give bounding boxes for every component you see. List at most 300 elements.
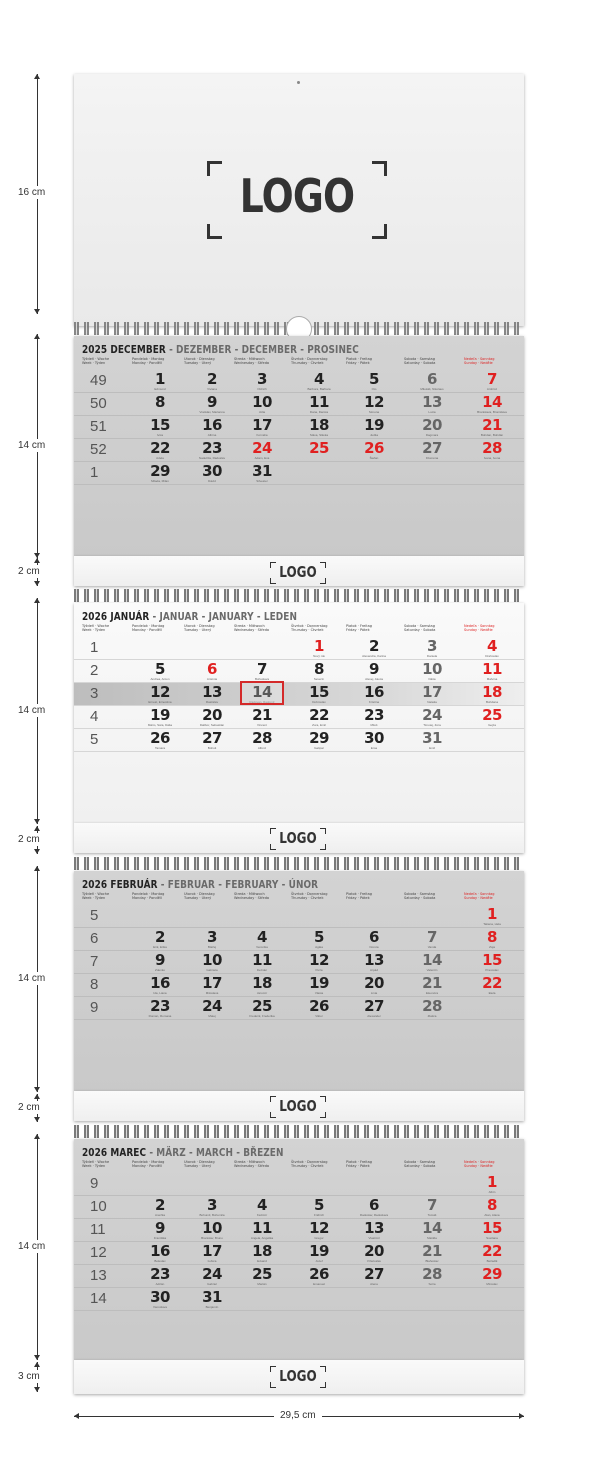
weekday-label: Nedeľa · Sonntag Sunday · Neděle xyxy=(464,624,495,632)
nameday-label: Tomáš xyxy=(427,1213,437,1217)
nameday-label: Júlia xyxy=(258,410,266,414)
nameday-label: Vincent xyxy=(257,723,267,727)
week-row xyxy=(74,370,524,393)
nameday-label: Barbora, Barbara xyxy=(307,387,331,391)
day-number[interactable]: 20 xyxy=(202,706,222,724)
day-number[interactable]: 27 xyxy=(202,729,222,747)
nameday-label: Gašpar xyxy=(314,746,324,750)
day-number[interactable]: 28 xyxy=(482,439,502,457)
nameday-label: Anežka xyxy=(154,1213,165,1217)
day-number[interactable]: 16 xyxy=(150,974,170,992)
nameday-label: Ernest, Ernestína xyxy=(148,700,172,704)
weekday-label: Týždeň · Woche Week · Týden xyxy=(82,1160,110,1168)
day-number[interactable]: 20 xyxy=(364,1242,384,1260)
day-number[interactable]: 3 xyxy=(257,370,267,388)
day-number[interactable]: 25 xyxy=(252,1265,272,1283)
nameday-label: Arpád xyxy=(369,968,378,972)
day-number[interactable]: 18 xyxy=(252,974,272,992)
nameday-label: Alexander xyxy=(367,1014,381,1018)
nameday-label: Zdenko xyxy=(154,968,165,972)
day-number[interactable]: 21 xyxy=(252,706,272,724)
dimension-label: 14 cm xyxy=(18,705,46,716)
day-number[interactable]: 14 xyxy=(482,393,502,411)
day-number[interactable]: 19 xyxy=(150,706,170,724)
day-number[interactable]: 17 xyxy=(252,416,272,434)
nameday-label: Angela, Angelika xyxy=(250,1236,274,1240)
week-number: 4 xyxy=(90,708,99,725)
nameday-label: Bohumil, Bohumila xyxy=(199,1213,225,1217)
day-number[interactable]: 6 xyxy=(369,928,379,946)
dimension-width-label: 29,5 cm xyxy=(274,1410,322,1421)
dimension-label: 14 cm xyxy=(18,973,46,984)
strip-logo xyxy=(270,562,326,584)
day-number[interactable]: 29 xyxy=(309,729,329,747)
strip-logo xyxy=(270,1366,326,1388)
nameday-label: Ema xyxy=(370,746,378,750)
week-row xyxy=(74,1265,524,1288)
dimension-strip-3 xyxy=(0,1094,72,1122)
nameday-label: Branislava, Bronislava xyxy=(477,410,507,414)
week-row xyxy=(74,905,524,928)
nameday-label: Ivica xyxy=(156,433,164,437)
nameday-label: Benjamín xyxy=(205,1305,219,1309)
day-number[interactable]: 20 xyxy=(422,416,442,434)
nameday-label: Alexej, Alexia xyxy=(365,677,383,681)
weekday-label: Sobota · Samstag Saturday · Sobota xyxy=(404,892,436,900)
dimension-month-2 xyxy=(0,598,72,824)
day-number[interactable]: 21 xyxy=(422,1242,442,1260)
day-number[interactable]: 2 xyxy=(369,637,379,655)
nameday-label: Andrea, Anton xyxy=(150,677,170,681)
month-name-translations: - MÄRZ - MARCH - BŘEZEN xyxy=(146,1147,284,1159)
nameday-label: Nadežda, Radoslav xyxy=(198,456,226,460)
week-row xyxy=(74,439,524,462)
month-name: DECEMBER xyxy=(110,344,166,356)
day-number[interactable]: 7 xyxy=(427,928,437,946)
day-number[interactable]: 28 xyxy=(422,1265,442,1283)
day-number[interactable]: 12 xyxy=(150,683,170,701)
day-number[interactable]: 6 xyxy=(207,660,217,678)
day-number[interactable]: 29 xyxy=(482,1265,502,1283)
nameday-label: Branislav, Bruno xyxy=(201,1236,223,1240)
day-number[interactable]: 10 xyxy=(202,1219,222,1237)
day-number[interactable]: 14 xyxy=(422,951,442,969)
day-number[interactable]: 4 xyxy=(487,637,497,655)
header-logo-text: LOGO xyxy=(239,169,355,223)
day-number[interactable]: 3 xyxy=(427,637,437,655)
day-number[interactable]: 1 xyxy=(487,905,497,923)
dimension-strip-4 xyxy=(0,1362,72,1392)
header-logo xyxy=(207,161,387,239)
week-row xyxy=(74,928,524,951)
nameday-label: Oto xyxy=(371,387,377,391)
day-number[interactable]: 1 xyxy=(155,370,165,388)
day-number[interactable]: 8 xyxy=(155,393,165,411)
day-number[interactable]: 9 xyxy=(369,660,379,678)
day-number[interactable]: 4 xyxy=(257,1196,267,1214)
nameday-label: Kazimír xyxy=(256,1213,268,1217)
nameday-label: Boleslav xyxy=(154,1259,166,1263)
day-number[interactable]: 26 xyxy=(309,1265,329,1283)
week-row xyxy=(74,660,524,683)
week-number: 6 xyxy=(90,930,99,947)
weekday-label: Utorok · Dienstag Tuesday · Úterý xyxy=(184,1160,215,1168)
nameday-label: Radovan, Radomír xyxy=(249,700,275,704)
day-number[interactable]: 13 xyxy=(364,951,384,969)
nameday-label: Vlasta xyxy=(314,991,324,995)
day-number[interactable]: 28 xyxy=(252,729,272,747)
nameday-label: Bohdan, Bohdán xyxy=(480,433,504,437)
nameday-label: Milada, Milan xyxy=(151,479,169,483)
nameday-label: Jaromír xyxy=(256,991,268,995)
day-number[interactable]: 13 xyxy=(364,1219,384,1237)
nameday-label: Dáša xyxy=(428,677,436,681)
week-row xyxy=(74,1219,524,1242)
weekday-label: Pondelok · Montag Monday · Pondělí xyxy=(132,624,165,632)
day-number[interactable]: 18 xyxy=(309,416,329,434)
strip-logo xyxy=(270,828,326,850)
current-day-marker xyxy=(240,681,284,705)
strip-logo-text: LOGO xyxy=(279,1367,317,1385)
day-number[interactable]: 30 xyxy=(150,1288,170,1306)
dimension-label: 16 cm xyxy=(18,187,46,198)
day-number[interactable]: 15 xyxy=(482,1219,502,1237)
day-number[interactable]: 9 xyxy=(155,951,165,969)
day-number[interactable]: 2 xyxy=(155,1196,165,1214)
week-number: 10 xyxy=(90,1198,107,1215)
day-number[interactable]: 26 xyxy=(150,729,170,747)
day-number[interactable]: 22 xyxy=(309,706,329,724)
nameday-label: Dobroslav xyxy=(312,700,326,704)
dimension-label: 2 cm xyxy=(18,834,40,845)
nameday-label: Zlatica xyxy=(427,1014,437,1018)
day-number[interactable]: 11 xyxy=(309,393,329,411)
day-number[interactable]: 10 xyxy=(202,951,222,969)
day-number[interactable]: 5 xyxy=(155,660,165,678)
day-number[interactable]: 15 xyxy=(309,683,329,701)
nameday-label: Edmund xyxy=(154,387,166,391)
nameday-label: Adela xyxy=(156,456,164,460)
day-number[interactable]: 26 xyxy=(364,439,384,457)
day-number[interactable]: 21 xyxy=(482,416,502,434)
day-number[interactable]: 27 xyxy=(364,997,384,1015)
day-number[interactable]: 8 xyxy=(487,928,497,946)
month-december-2025 xyxy=(74,336,524,556)
nameday-label: Dávid xyxy=(208,479,216,483)
day-number[interactable]: 24 xyxy=(202,997,222,1015)
nameday-label: Alexandra, Karina xyxy=(362,654,386,658)
nameday-label: Tamara xyxy=(154,746,165,750)
dimension-label: 2 cm xyxy=(18,1102,40,1113)
nameday-label: Nový rok xyxy=(313,654,325,658)
nameday-label: Matilda xyxy=(427,1236,437,1240)
nameday-label: Gejza xyxy=(488,723,496,727)
spiral-binding xyxy=(74,857,524,870)
weekday-label: Sobota · Samstag Saturday · Sobota xyxy=(404,624,436,632)
day-number[interactable]: 5 xyxy=(314,928,324,946)
nameday-label: Beňadik xyxy=(486,1259,498,1263)
nameday-label: Radoslav, Radoslava xyxy=(359,1213,389,1217)
nameday-label: Antónia xyxy=(206,677,218,681)
nameday-label: Dezider xyxy=(256,968,268,972)
day-number[interactable]: 4 xyxy=(314,370,324,388)
weekday-label: Utorok · Dienstag Tuesday · Úterý xyxy=(184,624,215,632)
week-number: 9 xyxy=(90,999,99,1016)
day-number[interactable]: 6 xyxy=(427,370,437,388)
nameday-label: Svetlana xyxy=(486,1236,498,1240)
day-number[interactable]: 23 xyxy=(150,1265,170,1283)
day-number[interactable]: 17 xyxy=(202,974,222,992)
nameday-label: Etela xyxy=(488,991,496,995)
nameday-label: Malvína xyxy=(486,677,498,681)
nameday-label: Viktor xyxy=(315,1014,323,1018)
strip-logo xyxy=(270,1096,326,1118)
nameday-label: Emil xyxy=(429,746,435,750)
day-number[interactable]: 22 xyxy=(482,1242,502,1260)
dimension-strip-2 xyxy=(0,826,72,854)
nameday-label: Drahoslav xyxy=(485,654,499,658)
weekday-label: Nedeľa · Sonntag Sunday · Neděle xyxy=(464,892,495,900)
weekday-header xyxy=(82,892,518,904)
weekday-label: Piatok · Freitag Friday · Pátek xyxy=(346,624,373,632)
nameday-label: Perla xyxy=(315,968,323,972)
dimension-month-4 xyxy=(0,1134,72,1360)
day-number[interactable]: 17 xyxy=(422,683,442,701)
dimension-width xyxy=(74,1411,524,1421)
day-number[interactable]: 31 xyxy=(422,729,442,747)
week-number: 52 xyxy=(90,441,107,458)
day-number[interactable]: 7 xyxy=(257,660,267,678)
day-number[interactable]: 20 xyxy=(364,974,384,992)
day-number[interactable]: 7 xyxy=(487,370,497,388)
day-number[interactable]: 7 xyxy=(427,1196,437,1214)
nameday-label: Víťazoslav xyxy=(366,1259,382,1263)
nameday-label: Roman, Romana xyxy=(148,1014,172,1018)
strip-logo-text: LOGO xyxy=(279,563,317,581)
month-name: JANUÁR xyxy=(110,611,150,623)
day-number[interactable]: 10 xyxy=(422,660,442,678)
month-name: MAREC xyxy=(110,1147,147,1159)
day-number[interactable]: 19 xyxy=(309,1242,329,1260)
month-title xyxy=(82,879,318,891)
day-number[interactable]: 5 xyxy=(314,1196,324,1214)
nameday-label: Albín xyxy=(488,1190,496,1194)
nameday-label: Silvester xyxy=(256,479,268,483)
weekday-label: Pondelok · Montag Monday · Pondělí xyxy=(132,892,165,900)
weekday-label: Štvrtok · Donnerstag Thursday · Čtvrtek xyxy=(291,357,328,365)
month-title xyxy=(82,1147,284,1159)
day-number[interactable]: 23 xyxy=(202,439,222,457)
week-row xyxy=(74,729,524,752)
day-number[interactable]: 14 xyxy=(422,1219,442,1237)
weekday-label: Štvrtok · Donnerstag Thursday · Čtvrtek xyxy=(291,1160,328,1168)
day-number[interactable]: 31 xyxy=(252,462,272,480)
day-number[interactable]: 12 xyxy=(309,1219,329,1237)
day-number[interactable]: 22 xyxy=(482,974,502,992)
day-number[interactable]: 19 xyxy=(309,974,329,992)
week-row xyxy=(74,462,524,485)
nameday-label: Marián xyxy=(257,1282,267,1286)
month-name-translations: - FEBRUAR - FEBRUARY - ÚNOR xyxy=(157,879,319,891)
weekday-header xyxy=(82,624,518,636)
week-row xyxy=(74,1196,524,1219)
day-number[interactable]: 25 xyxy=(252,997,272,1015)
nameday-label: Františka xyxy=(153,1236,167,1240)
day-number[interactable]: 15 xyxy=(482,951,502,969)
nameday-label: Jozef xyxy=(315,1259,323,1263)
month-january-2026 xyxy=(74,603,524,823)
dimension-label: 14 cm xyxy=(18,1241,46,1252)
week-row xyxy=(74,1242,524,1265)
nameday-label: Matej xyxy=(208,1014,216,1018)
nameday-label: Soňa xyxy=(428,1282,436,1286)
nameday-label: Kornélia xyxy=(256,433,268,437)
weekday-label: Streda · Mittwoch Wednesday · Středa xyxy=(234,357,270,365)
day-number[interactable]: 16 xyxy=(364,683,384,701)
day-number[interactable]: 8 xyxy=(314,660,324,678)
nameday-label: Vanda xyxy=(427,945,437,949)
day-number[interactable]: 4 xyxy=(257,928,267,946)
nameday-label: Mário, Sára, Dáša xyxy=(147,723,173,727)
nameday-label: Mikuláš, Nikolaus xyxy=(420,387,444,391)
weekday-label: Štvrtok · Donnerstag Thursday · Čtvrtek xyxy=(291,624,328,632)
nameday-label: Bohuslava xyxy=(254,677,269,681)
weekday-label: Piatok · Freitag Friday · Pátek xyxy=(346,357,373,365)
week-number: 9 xyxy=(90,1175,99,1192)
day-number[interactable]: 18 xyxy=(482,683,502,701)
day-number[interactable]: 30 xyxy=(364,729,384,747)
day-number[interactable]: 30 xyxy=(202,462,222,480)
week-row xyxy=(74,1173,524,1196)
nameday-label: Alfonz xyxy=(257,746,267,750)
month-year: 2026 xyxy=(82,1147,108,1159)
week-row xyxy=(74,393,524,416)
day-number[interactable]: 15 xyxy=(150,416,170,434)
weekday-label: Týždeň · Woche Week · Týden xyxy=(82,892,110,900)
day-number[interactable]: 21 xyxy=(422,974,442,992)
weekday-label: Pondelok · Montag Monday · Pondělí xyxy=(132,357,165,365)
day-number[interactable]: 13 xyxy=(422,393,442,411)
day-number[interactable]: 18 xyxy=(252,1242,272,1260)
month-title xyxy=(82,344,359,356)
weekday-label: Nedeľa · Sonntag Sunday · Neděle xyxy=(464,1160,495,1168)
day-number[interactable]: 3 xyxy=(207,928,217,946)
week-row xyxy=(74,706,524,729)
month-title xyxy=(82,611,297,623)
day-number[interactable]: 24 xyxy=(252,439,272,457)
day-number[interactable]: 1 xyxy=(314,637,324,655)
nameday-label: Alena xyxy=(370,1282,378,1286)
week-row xyxy=(74,997,524,1020)
nameday-label: Timotej, Zora xyxy=(423,723,441,727)
month-name-translations: - DEZEMBER - DECEMBER - PROSINEC xyxy=(165,344,359,356)
weekday-label: Nedeľa · Sonntag Sunday · Neděle xyxy=(464,357,495,365)
day-number[interactable]: 24 xyxy=(202,1265,222,1283)
day-number[interactable]: 13 xyxy=(202,683,222,701)
weekday-label: Streda · Mittwoch Wednesday · Středa xyxy=(234,624,270,632)
nameday-label: Severín xyxy=(313,677,325,681)
dimension-month-1 xyxy=(0,334,72,558)
day-number[interactable]: 27 xyxy=(422,439,442,457)
day-number[interactable]: 16 xyxy=(150,1242,170,1260)
week-number: 5 xyxy=(90,907,99,924)
day-number[interactable]: 10 xyxy=(252,393,272,411)
hanging-hole xyxy=(297,81,300,84)
nameday-label: Gabriel xyxy=(207,1282,217,1286)
day-number[interactable]: 23 xyxy=(364,706,384,724)
nameday-label: Eleonóra xyxy=(425,991,438,995)
week-number: 7 xyxy=(90,953,99,970)
week-row xyxy=(74,974,524,997)
dimension-header xyxy=(0,74,72,314)
week-number: 1 xyxy=(90,464,99,481)
nameday-label: Eduard xyxy=(257,1259,267,1263)
day-number[interactable]: 19 xyxy=(364,416,384,434)
day-number[interactable]: 5 xyxy=(369,370,379,388)
day-number[interactable]: 28 xyxy=(422,997,442,1015)
weekday-label: Utorok · Dienstag Tuesday · Úterý xyxy=(184,357,215,365)
day-number[interactable]: 27 xyxy=(364,1265,384,1283)
week-number: 8 xyxy=(90,976,99,993)
nameday-label: Vieroslava xyxy=(153,1305,167,1309)
day-number[interactable]: 22 xyxy=(150,439,170,457)
day-number[interactable]: 31 xyxy=(202,1288,222,1306)
day-number[interactable]: 9 xyxy=(207,393,217,411)
day-number[interactable]: 25 xyxy=(482,706,502,724)
day-number[interactable]: 12 xyxy=(364,393,384,411)
week-row xyxy=(74,951,524,974)
day-number[interactable]: 6 xyxy=(369,1196,379,1214)
day-number[interactable]: 11 xyxy=(482,660,502,678)
spiral-binding xyxy=(74,1125,524,1138)
day-number[interactable]: 11 xyxy=(252,1219,272,1237)
nameday-label: Fridrich xyxy=(313,1213,324,1217)
dimension-label: 14 cm xyxy=(18,440,46,451)
day-number[interactable]: 14 xyxy=(252,683,272,701)
day-number[interactable]: 17 xyxy=(202,1242,222,1260)
nameday-label: Sláva, Slávka xyxy=(309,433,329,437)
day-number[interactable]: 16 xyxy=(202,416,222,434)
weekday-label: Streda · Mittwoch Wednesday · Středa xyxy=(234,1160,270,1168)
day-number[interactable]: 8 xyxy=(487,1196,497,1214)
day-number[interactable]: 2 xyxy=(155,928,165,946)
spiral-binding xyxy=(74,589,524,602)
nameday-label: Miroslav xyxy=(486,1282,498,1286)
day-number[interactable]: 29 xyxy=(150,462,170,480)
day-number[interactable]: 3 xyxy=(207,1196,217,1214)
week-row xyxy=(74,416,524,439)
day-number[interactable]: 1 xyxy=(487,1173,497,1191)
day-number[interactable]: 2 xyxy=(207,370,217,388)
week-number: 1 xyxy=(90,639,99,656)
day-number[interactable]: 26 xyxy=(309,997,329,1015)
week-number: 12 xyxy=(90,1244,107,1261)
nameday-label: Bohuš xyxy=(207,746,217,750)
day-number[interactable]: 25 xyxy=(309,439,329,457)
nameday-label: Gabriela xyxy=(206,968,218,972)
weekday-label: Sobota · Samstag Saturday · Sobota xyxy=(404,357,436,365)
nameday-label: Miloš xyxy=(370,723,378,727)
weekday-label: Týždeň · Woche Week · Týden xyxy=(82,357,110,365)
day-number[interactable]: 12 xyxy=(309,951,329,969)
week-number: 50 xyxy=(90,395,107,412)
nameday-label: Zora, Emil xyxy=(312,723,326,727)
day-number[interactable]: 24 xyxy=(422,706,442,724)
day-number[interactable]: 11 xyxy=(252,951,272,969)
day-number[interactable]: 9 xyxy=(155,1219,165,1237)
day-number[interactable]: 23 xyxy=(150,997,170,1015)
weekday-label: Pondelok · Montag Monday · Pondělí xyxy=(132,1160,165,1168)
